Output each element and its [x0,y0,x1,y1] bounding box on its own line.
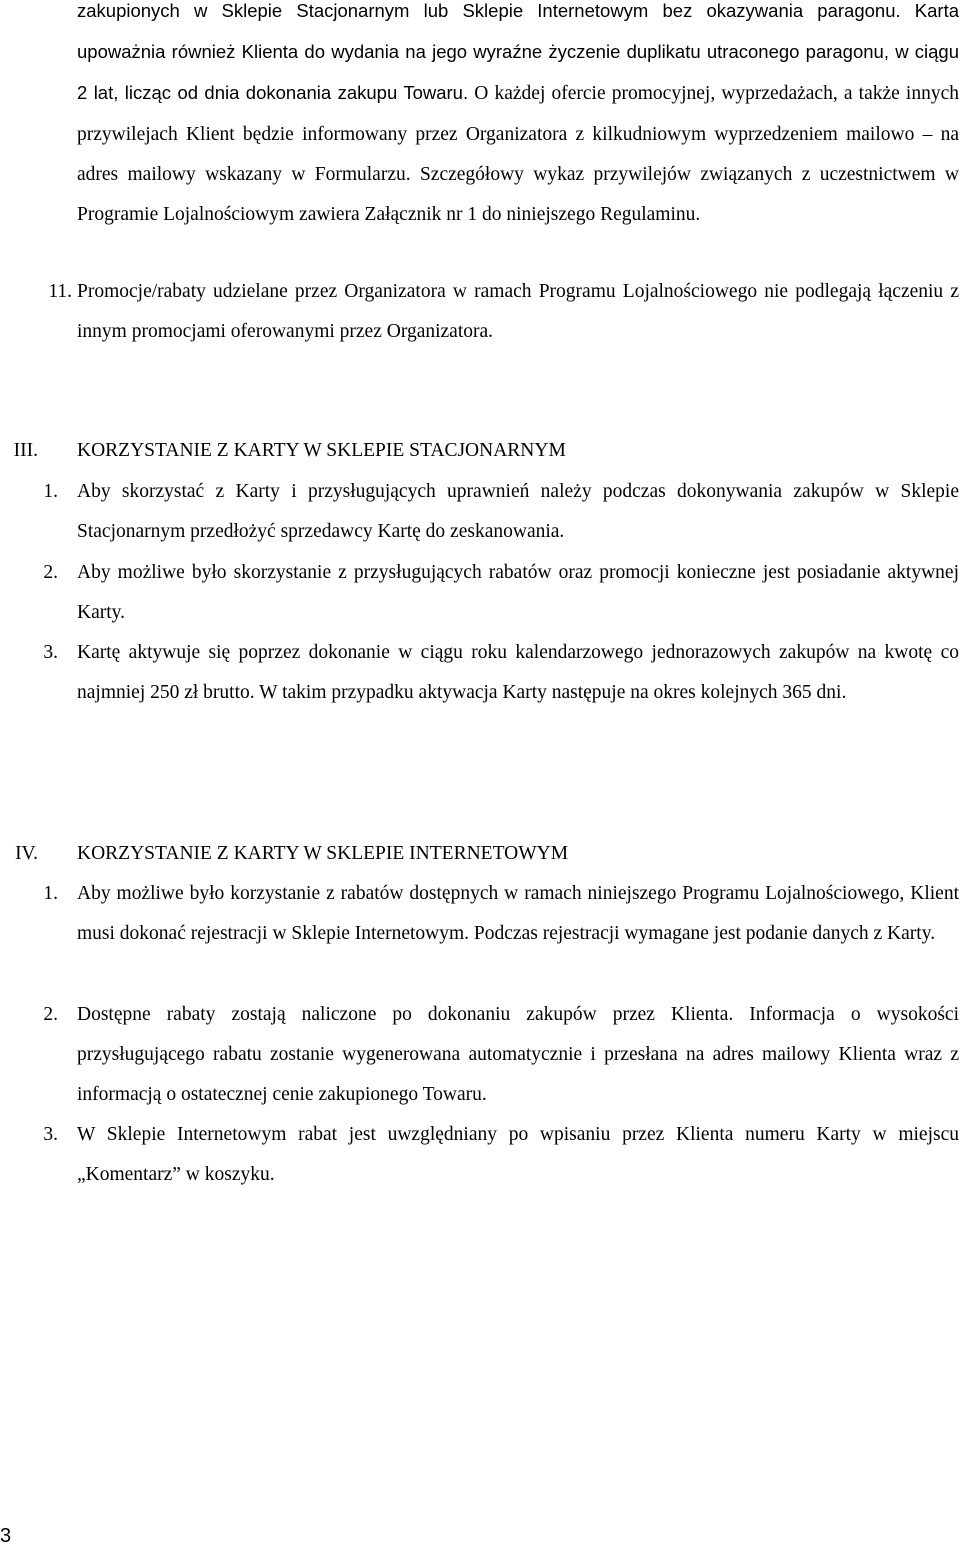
section-iii-item-3-text: Kartę aktywuje się poprzez dokonanie w ciągu roku kalendarzowego jednorazowych zakupów na kwotę co najmniej 250 zł brutto. W takim przypadku aktywacja Karty następuje na okres kolejnych 365 dni. [77,642,959,704]
paragraph-10-text-sans: zakupionych w Sklepie Stacjonarnym lub Sklepie Internetowym bez okazywania paragonu. Karta upoważnia również Klienta do wydania na jego wyraźne życzenie duplikatu utraconego paragonu, w ciągu 2 lat, licząc od dnia dokonania zakupu Towaru. [77,0,959,104]
item-11-number: 11. [48,281,72,302]
section-iii-title: KORZYSTANIE Z KARTY W SKLEPIE STACJONARNYM [77,440,566,461]
section-iv-item-2-number: 2. [43,1004,58,1025]
section-iii-item-1-number: 1. [43,481,58,502]
section-iii-number: III. [13,440,38,461]
section-iii-item-2-number: 2. [43,562,58,583]
item-11-text: Promocje/rabaty udzielane przez Organizatora w ramach Programu Lojalnościowego nie podlegają łączeniu z innym promocjami oferowanymi przez Organizatora. [77,281,959,343]
section-iii-item-2-text: Aby możliwe było skorzystanie z przysługujących rabatów oraz promocji konieczne jest posiadanie aktywnej Karty. [77,562,959,624]
section-iii-item-1-text: Aby skorzystać z Karty i przysługujących uprawnień należy podczas dokonywania zakupów w Sklepie Stacjonarnym przedłożyć sprzedawcy Kartę do zeskanowania. [77,481,959,543]
section-iv-item-3-text: W Sklepie Internetowym rabat jest uwzględniany po wpisaniu przez Klienta numeru Karty w miejscu „Komentarz” w koszyku. [77,1124,959,1186]
paragraph-10-continuation [77,0,959,235]
section-iv-number: IV. [15,843,38,864]
section-iv-item-1-number: 1. [43,883,58,904]
page-number: 3 [0,1525,12,1547]
section-iii-item-3-number: 3. [43,642,58,663]
section-iv-item-1-text: Aby możliwe było korzystanie z rabatów dostępnych w ramach niniejszego Programu Lojalnościowego, Klient musi dokonać rejestracji w Sklepie Internetowym. Podczas rejestracji wymagane jest podanie danych z Karty. [77,883,959,945]
section-iv-title: KORZYSTANIE Z KARTY W SKLEPIE INTERNETOWYM [77,843,569,864]
section-iv-item-2-text: Dostępne rabaty zostają naliczone po dokonaniu zakupów przez Klienta. Informacja o wysokości przysługującego rabatu zostanie wygenerowana automatycznie i przesłana na adres mailowy Klienta wraz z informacją o ostatecznej cenie zakupionego Towaru. [77,1004,959,1106]
section-iv-item-3-number: 3. [43,1124,58,1145]
paragraph-10-text-serif: O każdej ofercie promocyjnej, wyprzedażach, a także innych przywilejach Klient będzie informowany przez Organizatora z kilkudniowym wyprzedzeniem mailowo – na adres mailowy wskazany w Formularzu. Szczegółowy wykaz przywilejów związanych z uczestnictwem w Programie Lojalnościowym zawiera Załącznik nr 1 do niniejszego Regulaminu. [77,83,959,226]
